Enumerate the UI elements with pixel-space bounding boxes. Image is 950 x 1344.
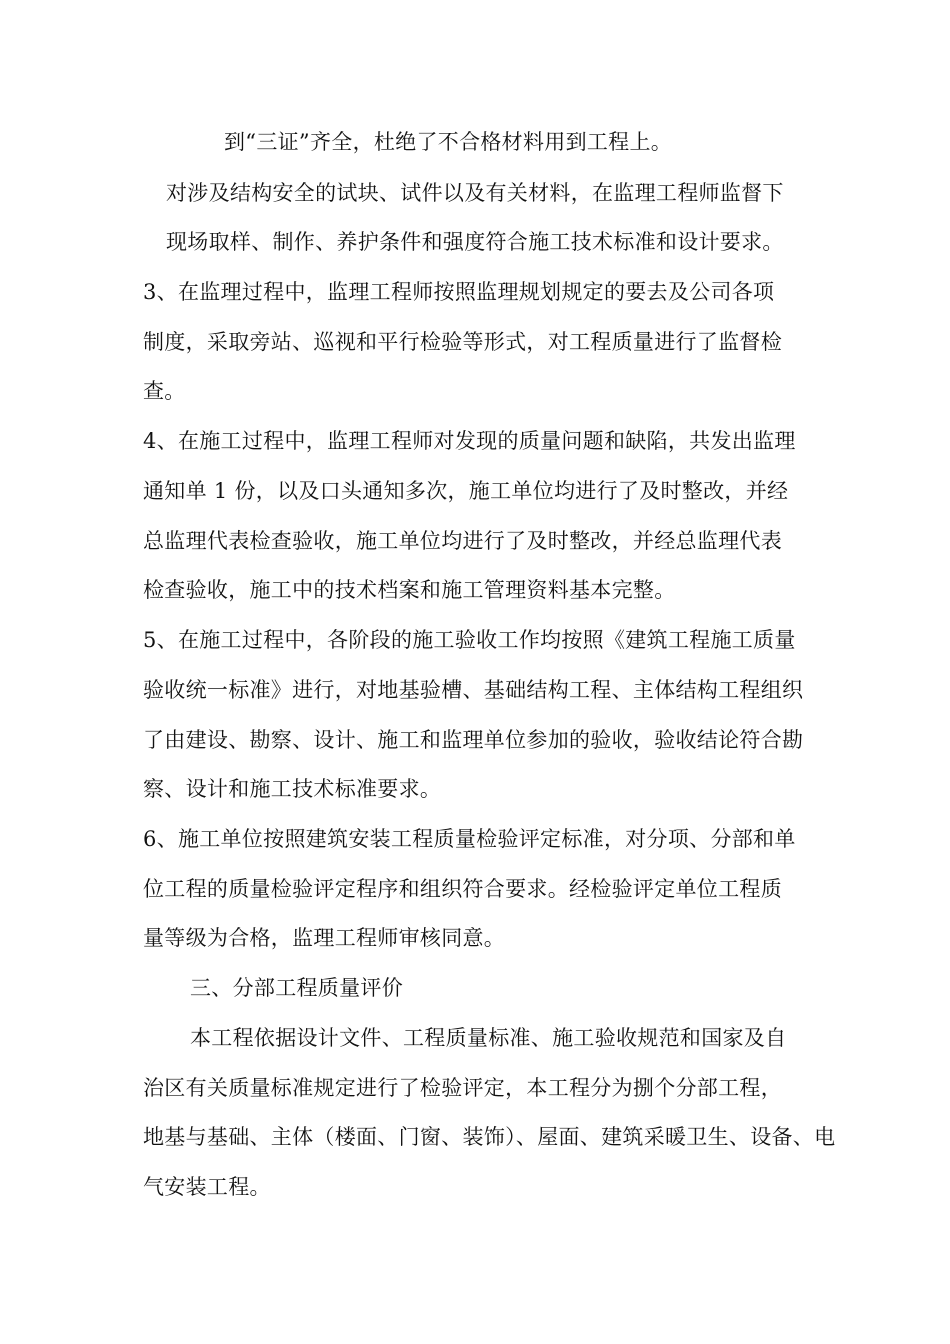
text-line-1: 到“三证”齐全，杜绝了不合格材料用到工程上。 — [224, 130, 673, 154]
text-line-10: 检查验收，施工中的技术档案和施工管理资料基本完整。 — [143, 578, 676, 602]
text-line-14: 察、设计和施工技术标准要求。 — [143, 777, 442, 801]
text-line-20: 治区有关质量标准规定进行了检验评定，本工程分为捌个分部工程， — [143, 1076, 782, 1100]
text-line-11: 5、在施工过程中，各阶段的施工验收工作均按照《建筑工程施工质量 — [143, 628, 796, 652]
text-line-4: 3、在监理过程中，监理工程师按照监理规划规定的要去及公司各项 — [143, 280, 775, 304]
text-line-19: 本工程依据设计文件、工程质量标准、施工验收规范和国家及自 — [190, 1026, 787, 1050]
text-line-12: 验收统一标准》进行，对地基验槽、基础结构工程、主体结构工程组织 — [143, 678, 804, 702]
text-line-13: 了由建设、勘察、设计、施工和监理单位参加的验收，验收结论符合勘 — [143, 728, 804, 752]
text-line-15: 6、施工单位按照建筑安装工程质量检验评定标准，对分项、分部和单 — [143, 827, 796, 851]
text-line-3: 现场取样、制作、养护条件和强度符合施工技术标准和设计要求。 — [166, 230, 784, 254]
text-line-7: 4、在施工过程中，监理工程师对发现的质量问题和缺陷，共发出监理 — [143, 429, 796, 453]
text-line-16: 位工程的质量检验评定程序和组织符合要求。经检验评定单位工程质 — [143, 877, 782, 901]
text-line-9: 总监理代表检查验收，施工单位均进行了及时整改，并经总监理代表 — [143, 529, 782, 553]
text-line-2: 对涉及结构安全的试块、试件以及有关材料，在监理工程师监督下 — [166, 181, 784, 205]
text-line-21: 地基与基础、主体（楼面、门窗、装饰）、屋面、建筑采暖卫生、设备、电 — [143, 1125, 836, 1149]
text-line-6: 查。 — [143, 379, 186, 403]
text-line-5: 制度，采取旁站、巡视和平行检验等形式，对工程质量进行了监督检 — [143, 330, 782, 354]
section-heading: 三、分部工程质量评价 — [190, 976, 403, 1000]
text-line-22: 气安装工程。 — [143, 1175, 271, 1199]
text-line-17: 量等级为合格，监理工程师审核同意。 — [143, 926, 506, 950]
text-line-8: 通知单 1 份，以及口头通知多次，施工单位均进行了及时整改，并经 — [143, 479, 789, 503]
